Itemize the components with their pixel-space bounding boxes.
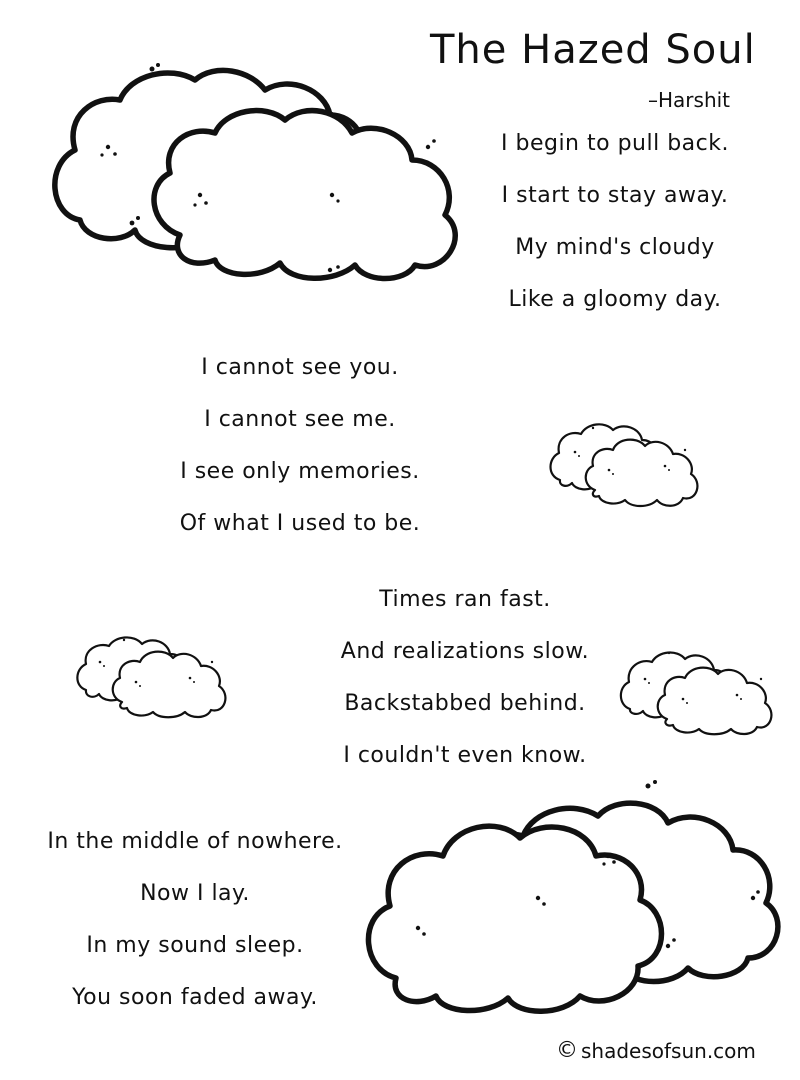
poem-line: In my sound sleep. <box>86 933 304 958</box>
poem-line: Now I lay. <box>140 881 250 906</box>
poem-line: I couldn't even know. <box>343 743 587 768</box>
cloud-illustration <box>40 55 460 280</box>
poem-line: Backstabbed behind. <box>344 691 586 716</box>
poem-line: I begin to pull back. <box>501 131 729 156</box>
poem-line: I start to stay away. <box>501 183 729 208</box>
poem-line: Of what I used to be. <box>179 511 421 536</box>
cloud-illustration <box>615 645 780 735</box>
poem-line: My mind's cloudy <box>515 235 715 260</box>
cloud-illustration <box>358 778 780 1016</box>
poem-line: I cannot see you. <box>201 355 399 380</box>
poem-title: The Hazed Soul <box>430 27 756 73</box>
poem-line: In the middle of nowhere. <box>47 829 343 854</box>
poem-line: I see only memories. <box>180 459 420 484</box>
poem-author: –Harshit <box>648 88 731 112</box>
stanza <box>470 118 760 326</box>
stanza <box>150 342 450 550</box>
site-name: shadesofsun.com <box>581 1039 756 1063</box>
cloud-illustration <box>545 418 705 508</box>
cloud-illustration <box>72 632 234 718</box>
poem-line: You soon faded away. <box>72 985 318 1010</box>
poem-line: I cannot see me. <box>204 407 396 432</box>
poem-line: Like a gloomy day. <box>508 287 722 312</box>
poem-line: And realizations slow. <box>340 639 590 664</box>
copyright-icon: © <box>556 1038 578 1063</box>
copyright-credit <box>556 1036 792 1066</box>
stanza <box>20 816 370 1024</box>
stanza <box>320 574 610 782</box>
poem-line: Times ran fast. <box>379 587 551 612</box>
